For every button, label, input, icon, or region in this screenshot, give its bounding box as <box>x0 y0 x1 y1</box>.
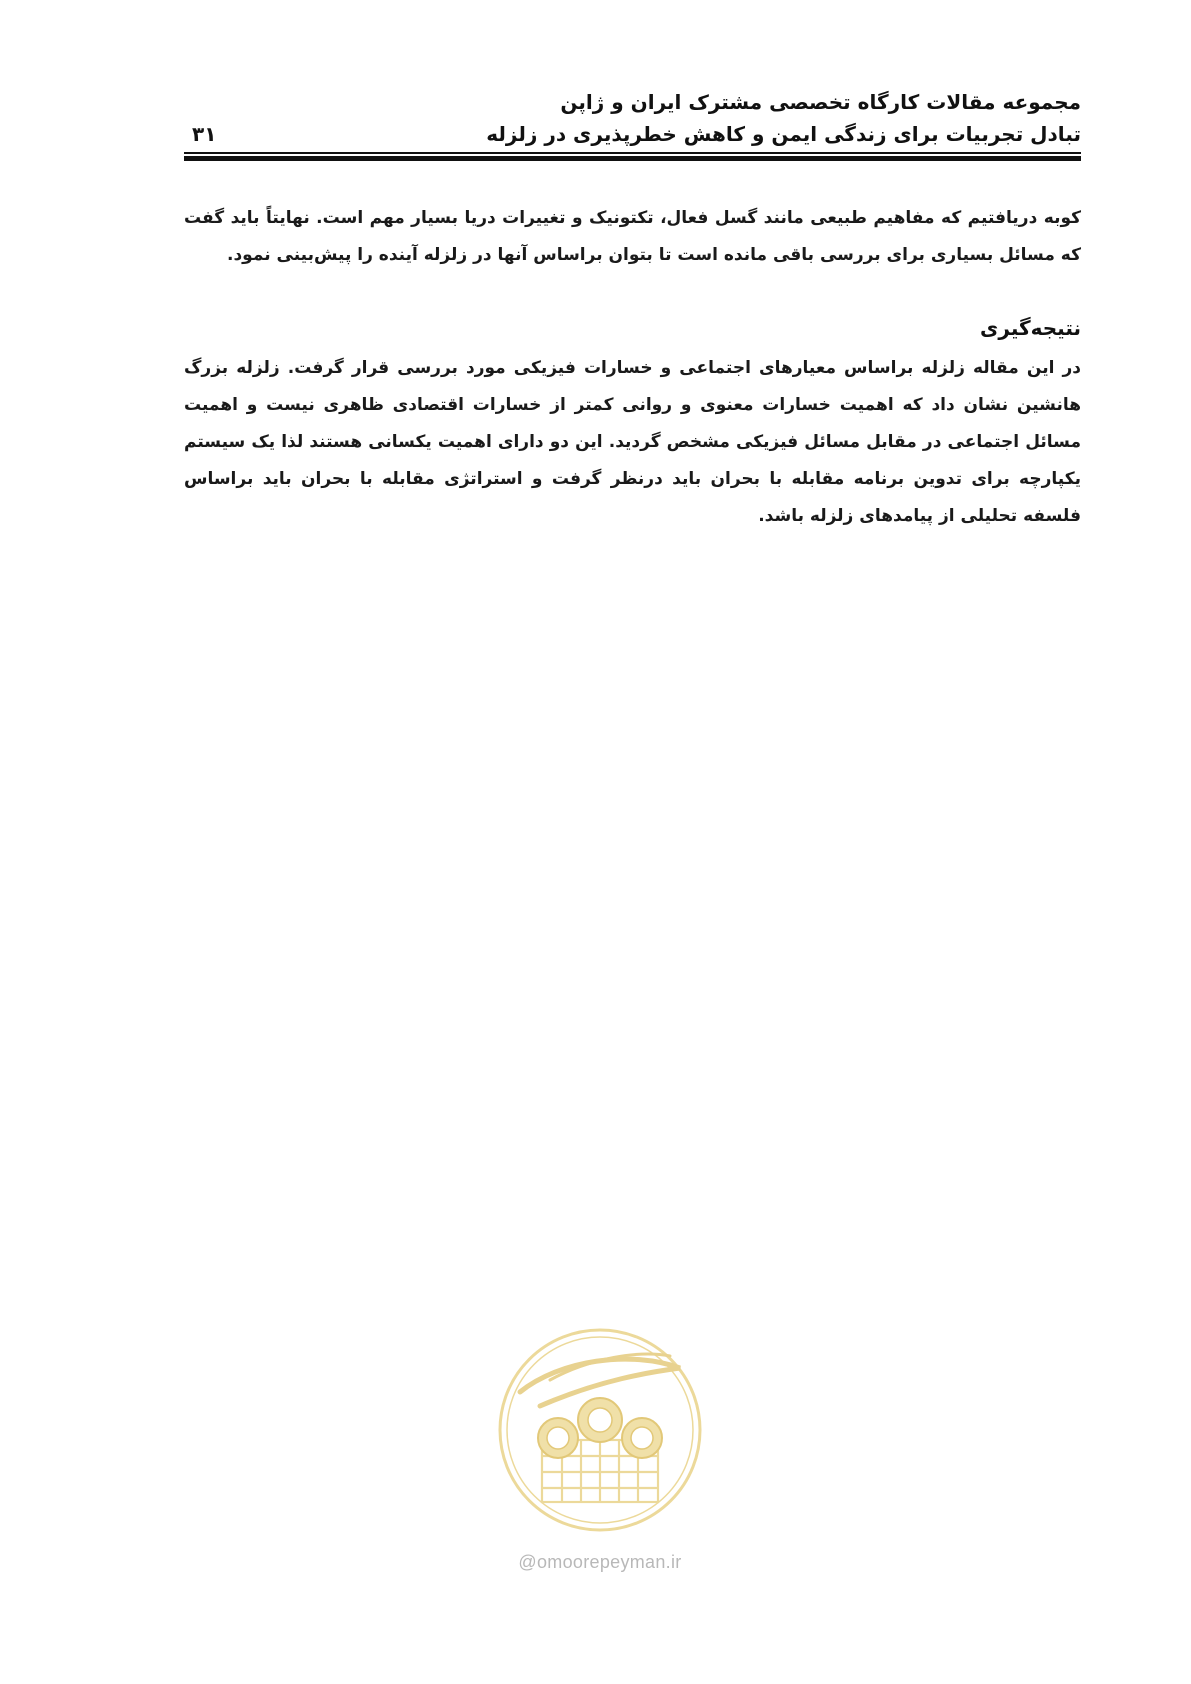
header-rule-thin <box>184 152 1081 154</box>
page-body <box>184 200 1081 535</box>
page-header <box>0 0 1191 170</box>
workshop-subtitle: تبادل تجربیات برای زندگی ایمن و کاهش خطرپذیری در زلزله <box>486 122 1081 146</box>
intro-paragraph: کوبه دریافتیم که مفاهیم طبیعی مانند گسل فعال، تکتونیک و تغییرات دریا بسیار مهم است. نهایتاً باید گفت که مسائل بسیاری برای بررسی باقی مانده است تا بتوان براساس آنها در زلزله آینده را پیش‌بینی نمود. <box>184 208 1081 265</box>
watermark-site: @omoorepeyman.ir <box>518 1552 682 1572</box>
page-number: ۳۱ <box>192 122 217 146</box>
conclusion-heading: نتیجه‌گیری <box>980 316 1081 340</box>
watermark-logo <box>480 1320 720 1550</box>
conclusion-paragraph: در این مقاله زلزله براساس معیارهای اجتماعی و خسارات فیزیکی مورد بررسی قرار گرفت. زلزله بزرگ هانشین نشان داد که اهمیت خسارات معنوی و روانی کمتر از خسارات اقتصادی ظاهری نیست و اهمیت مسائل اجتماعی در مقابل مسائل فیزیکی مشخص گردید. این دو دارای اهمیت یکسانی هستند لذا یک سیستم یکپارچه برای تدوین برنامه مقابله با بحران باید درنظر گرفت و استراتژی مقابله با بحران باید براساس فلسفه تحلیلی از پیامدهای زلزله باشد. <box>184 358 1081 526</box>
collection-title: مجموعه مقالات کارگاه تخصصی مشترک ایران و ژاپن <box>560 90 1081 114</box>
header-rule-thick <box>184 156 1081 161</box>
watermark <box>480 1320 720 1580</box>
